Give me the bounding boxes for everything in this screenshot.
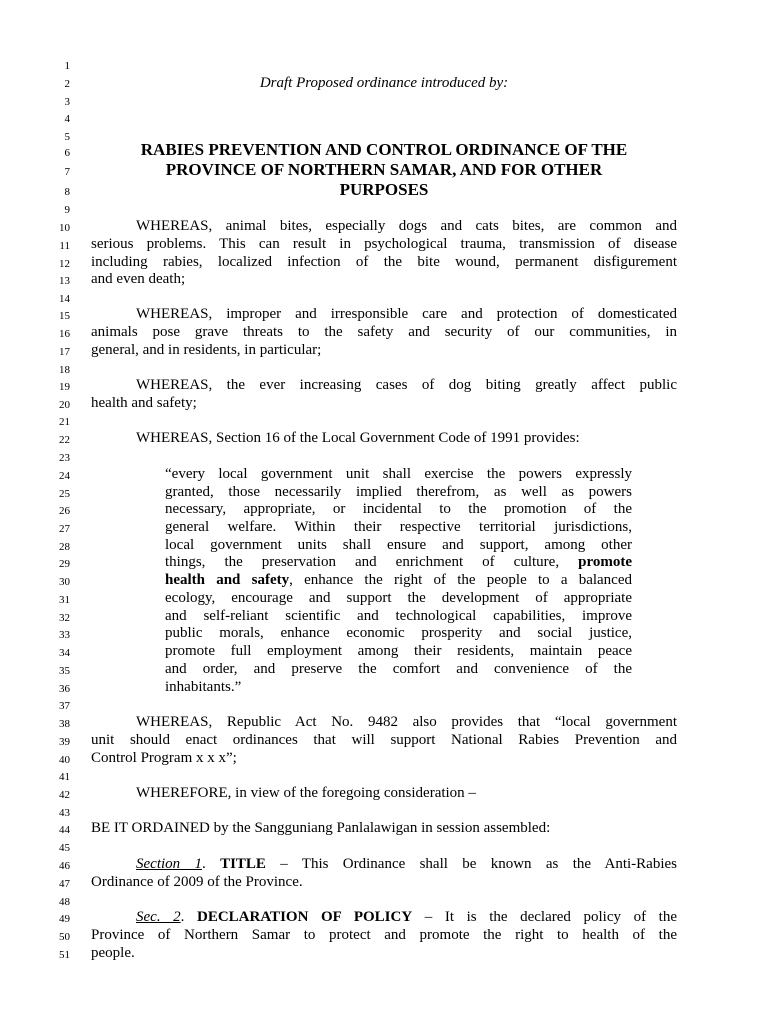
quote-line: inhabitants.” xyxy=(165,679,242,695)
line-number: 21 xyxy=(59,416,70,428)
line-number: 1 xyxy=(64,60,70,72)
quote-line: general welfare. Within their respective territorial jurisdictions, xyxy=(165,519,632,535)
line-number: 50 xyxy=(59,931,70,943)
section-heading-line xyxy=(136,908,677,926)
line-number: 46 xyxy=(59,860,70,872)
section-text: – It is the declared policy of the xyxy=(412,909,677,925)
line-number: 5 xyxy=(64,131,70,143)
line-number: 39 xyxy=(59,736,70,748)
line-number: 14 xyxy=(59,293,70,305)
quote-line xyxy=(165,571,632,589)
line-number: 26 xyxy=(59,505,70,517)
text-line: animals pose grave threats to the safety and security of our communities, in xyxy=(91,324,677,340)
line-number: 24 xyxy=(59,470,70,482)
section-text: – This Ordinance shall be known as the Anti-Rabies xyxy=(265,856,678,872)
line-number: 23 xyxy=(59,452,70,464)
line-number: 27 xyxy=(59,523,70,535)
quote-line: necessary, appropriate, or incidental to the promotion of the xyxy=(165,501,632,517)
line-number: 30 xyxy=(59,576,70,588)
quote-line: public morals, enhance economic prosperity and social justice, xyxy=(165,625,632,641)
text-line: serious problems. This can result in psychological trauma, transmission of disease xyxy=(91,236,677,252)
quote-text: , enhance the right of the people to a balanced xyxy=(289,572,632,588)
line-number: 17 xyxy=(59,346,70,358)
line-number: 29 xyxy=(59,558,70,570)
line-number: 47 xyxy=(59,878,70,890)
line-number: 11 xyxy=(59,240,70,252)
line-number: 37 xyxy=(59,700,70,712)
line-number: 48 xyxy=(59,896,70,908)
line-number: 20 xyxy=(59,399,70,411)
section-heading: DECLARATION OF POLICY xyxy=(197,909,413,925)
text-line: Control Program x x x”; xyxy=(91,750,237,766)
section-label-dot: . xyxy=(201,856,206,872)
line-number: 10 xyxy=(59,222,70,234)
quote-line: promote full employment among their residents, maintain peace xyxy=(165,643,632,659)
line-number: 7 xyxy=(64,166,70,178)
section-heading: TITLE xyxy=(220,856,266,872)
line-number: 6 xyxy=(64,147,70,159)
title-line: PROVINCE OF NORTHERN SAMAR, AND FOR OTHER xyxy=(165,160,603,179)
quote-bold-text: health and safety xyxy=(165,572,290,588)
line-number: 16 xyxy=(59,328,70,340)
text-line: unit should enact ordinances that will support National Rabies Prevention and xyxy=(91,732,677,748)
line-number: 36 xyxy=(59,683,70,695)
draft-header: Draft Proposed ordinance introduced by: xyxy=(259,75,509,91)
quote-line xyxy=(165,553,632,571)
text-line: general, and in residents, in particular; xyxy=(91,342,322,358)
line-number: 28 xyxy=(59,541,70,553)
quote-line: “every local government unit shall exercise the powers expressly xyxy=(165,466,632,482)
line-number: 44 xyxy=(59,824,70,836)
title-line: RABIES PREVENTION AND CONTROL ORDINANCE OF THE xyxy=(140,140,628,159)
whereas-paragraph-4: WHEREAS, Section 16 of the Local Government Code of 1991 provides: xyxy=(136,430,580,446)
line-number: 13 xyxy=(59,275,70,287)
line-number: 18 xyxy=(59,364,70,376)
line-number: 4 xyxy=(64,113,70,125)
text-line: health and safety; xyxy=(91,395,197,411)
line-number: 51 xyxy=(59,949,70,961)
line-number: 45 xyxy=(59,842,70,854)
line-number: 8 xyxy=(64,186,70,198)
text-line: and even death; xyxy=(91,271,186,287)
quote-line: and self-reliant scientific and technological capabilities, improve xyxy=(165,608,632,624)
text-line: Province of Northern Samar to protect and promote the right to health of the xyxy=(91,927,677,943)
line-number: 32 xyxy=(59,612,70,624)
ordained-paragraph: BE IT ORDAINED by the Sangguniang Panlalawigan in session assembled: xyxy=(91,820,551,836)
text-line: WHEREAS, Republic Act No. 9482 also provides that “local government xyxy=(136,714,677,730)
line-number: 49 xyxy=(59,913,70,925)
text-line: WHEREAS, improper and irresponsible care and protection of domesticated xyxy=(136,306,677,322)
line-number: 2 xyxy=(64,78,70,90)
text-line: including rabies, localized infection of the bite wound, permanent disfigurement xyxy=(91,254,677,270)
line-number: 25 xyxy=(59,488,70,500)
line-number: 33 xyxy=(59,629,70,641)
line-number: 34 xyxy=(59,647,70,659)
section-label-dot: . xyxy=(180,909,185,925)
quote-bold-text: promote xyxy=(578,554,632,570)
quote-line: local government units shall ensure and support, among other xyxy=(165,537,632,553)
line-number: 42 xyxy=(59,789,70,801)
title-line: PURPOSES xyxy=(339,180,429,199)
line-number: 15 xyxy=(59,310,70,322)
section-heading-line xyxy=(136,855,677,873)
line-number: 19 xyxy=(59,381,70,393)
text-line: WHEREAS, animal bites, especially dogs and cats bites, are common and xyxy=(136,218,677,234)
section-label: Section 1 xyxy=(136,856,202,872)
line-number: 35 xyxy=(59,665,70,677)
line-number: 3 xyxy=(64,96,70,108)
line-number: 22 xyxy=(59,434,70,446)
wherefore-paragraph: WHEREFORE, in view of the foregoing consideration – xyxy=(136,785,476,801)
line-number: 41 xyxy=(59,771,70,783)
quote-line: granted, those necessarily implied therefrom, as well as powers xyxy=(165,484,632,500)
text-line: WHEREAS, the ever increasing cases of dog biting greatly affect public xyxy=(136,377,677,393)
line-number: 9 xyxy=(64,204,70,216)
line-number: 31 xyxy=(59,594,70,606)
line-number: 12 xyxy=(59,258,70,270)
text-line: people. xyxy=(91,945,135,961)
line-number: 40 xyxy=(59,754,70,766)
line-number: 38 xyxy=(59,718,70,730)
quote-line: and order, and preserve the comfort and convenience of the xyxy=(165,661,632,677)
quote-line: ecology, encourage and support the development of appropriate xyxy=(165,590,632,606)
section-label: Sec. 2 xyxy=(136,909,181,925)
quote-text: things, the preservation and enrichment of culture, xyxy=(165,554,560,570)
text-line: Ordinance of 2009 of the Province. xyxy=(91,874,303,890)
line-number: 43 xyxy=(59,807,70,819)
